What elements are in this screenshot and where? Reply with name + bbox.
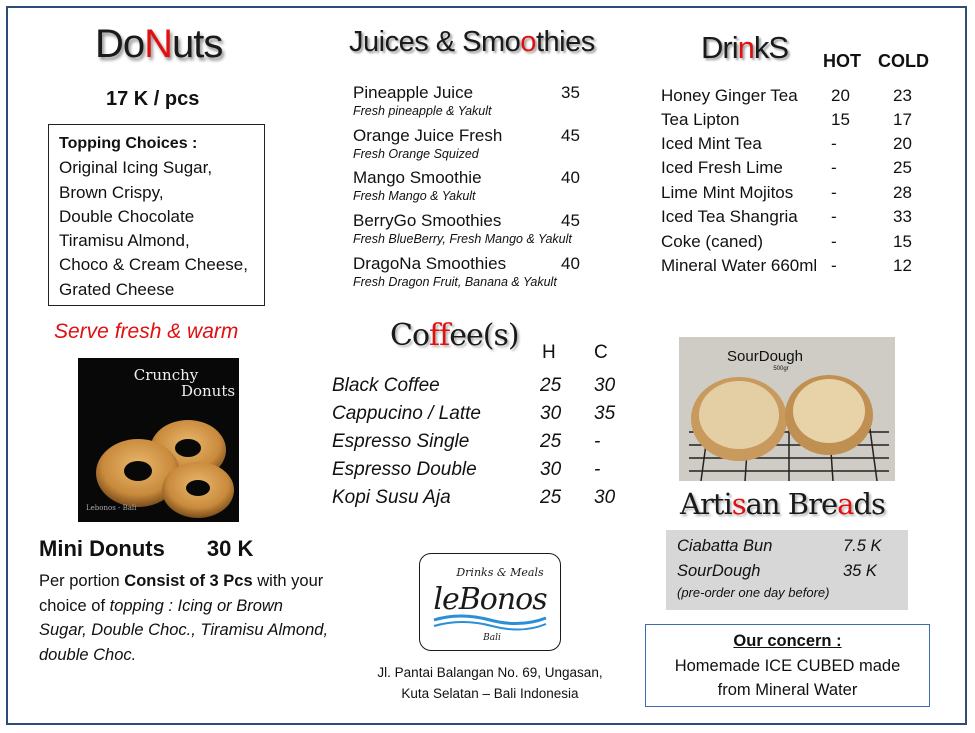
- drink-item: Iced Tea Shangria - 33: [661, 207, 912, 226]
- bread-preorder-note: (pre-order one day before): [677, 585, 830, 600]
- coffee-item: Espresso Double 30 -: [332, 459, 601, 480]
- juice-item: DragoNa Smoothies 40 Fresh Dragon Fruit, Banana & Yakult: [353, 254, 580, 289]
- sourdough-photo: [679, 337, 895, 481]
- mini-donuts-price: 30 K: [206, 536, 254, 561]
- drink-item: Lime Mint Mojitos - 28: [661, 183, 912, 202]
- drink-item: Mineral Water 660ml - 12: [661, 256, 912, 275]
- topping-item: Grated Cheese: [59, 279, 175, 299]
- concern-line: Homemade ICE CUBED made: [674, 657, 901, 675]
- sourdough-illustration: [679, 337, 895, 481]
- bread-price-box: [666, 530, 908, 610]
- bread-item: Ciabatta Bun 7.5 K: [677, 537, 882, 555]
- mini-donuts-description: Per portion Consist of 3 Pcs with your choice of topping : Icing or Brown Sugar, Double Choc., Tiramisu Almond, double Choc.: [39, 572, 329, 664]
- concern-title: Our concern :: [733, 632, 842, 650]
- photo-credit: Lebonos - Bali: [86, 504, 137, 512]
- serve-note: Serve fresh & warm: [54, 320, 239, 343]
- lebonos-logo: [419, 553, 561, 651]
- donuts-illustration: [78, 358, 239, 522]
- juices-smoothies-title: Juices & Smoothies: [349, 26, 595, 58]
- topping-item: Double Chocolate: [59, 206, 195, 226]
- mini-donuts-title: Mini Donuts 30 K: [39, 536, 254, 561]
- drinks-title: DrinkS: [701, 30, 789, 65]
- drink-item: Iced Fresh Lime - 25: [661, 158, 912, 177]
- coffee-item: Black Coffee 25 30: [332, 375, 616, 396]
- crunchy-donuts-photo: [78, 358, 239, 522]
- photo-caption-bottom: Donuts: [180, 382, 236, 400]
- donuts-price: 17 K / pcs: [106, 88, 200, 110]
- sourdough-label: SourDough: [727, 348, 803, 365]
- coffee-item: Kopi Susu Aja 25 30: [332, 487, 616, 508]
- topping-item: Choco & Cream Cheese,: [59, 255, 248, 275]
- coffee-hot-header: H: [542, 342, 556, 363]
- coffee-item: Espresso Single 25 -: [332, 431, 601, 452]
- logo-brand: leBonos: [433, 582, 547, 617]
- donuts-title: DoNuts: [95, 22, 223, 66]
- address: Jl. Pantai Balangan No. 69, Ungasan, Kuta Selatan – Bali Indonesia: [377, 665, 603, 701]
- juice-item: Pineapple Juice 35 Fresh pineapple & Yakult: [353, 83, 580, 118]
- coffee-title: Coffee(s): [390, 318, 519, 353]
- logo-mark: [420, 554, 559, 649]
- drink-item: Tea Lipton 15 17: [661, 110, 912, 129]
- topping-item: Original Icing Sugar,: [59, 158, 213, 178]
- sourdough-weight: 500gr: [773, 366, 789, 372]
- coffee-cold-header: C: [594, 342, 608, 363]
- topping-header: Topping Choices :: [59, 135, 198, 152]
- juice-item: Mango Smoothie 40 Fresh Mango & Yakult: [353, 168, 580, 203]
- juice-item: BerryGo Smoothies 45 Fresh BlueBerry, Fresh Mango & Yakult: [353, 211, 580, 246]
- photo-caption-top: Crunchy: [133, 366, 199, 384]
- drink-item: Iced Mint Tea - 20: [661, 134, 912, 153]
- concern-line: from Mineral Water: [717, 681, 858, 699]
- coffee-item: Cappucino / Latte 30 35: [332, 403, 616, 424]
- topping-choices-box: [48, 124, 265, 306]
- topping-item: Tiramisu Almond,: [59, 231, 190, 251]
- bread-item: SourDough 35 K: [677, 562, 877, 580]
- our-concern-box: [645, 624, 930, 707]
- drinks-hot-header: HOT: [823, 51, 861, 71]
- juice-item: Orange Juice Fresh 45 Fresh Orange Squized: [353, 126, 580, 161]
- drink-item: Honey Ginger Tea 20 23: [661, 86, 912, 105]
- artisan-breads-title: Artisan Breads: [680, 487, 885, 521]
- drink-item: Coke (caned) - 15: [661, 232, 912, 251]
- topping-item: Brown Crispy,: [59, 182, 164, 202]
- logo-sub: Bali: [483, 633, 501, 643]
- logo-tagline: Drinks & Meals: [456, 566, 544, 579]
- drinks-cold-header: COLD: [878, 51, 929, 71]
